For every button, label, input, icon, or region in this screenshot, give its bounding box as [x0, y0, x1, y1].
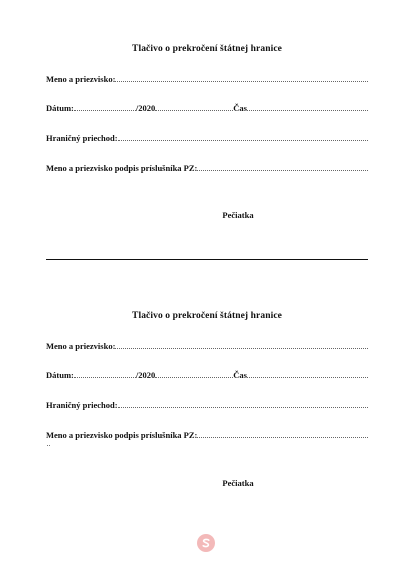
logo-watermark-icon: [197, 534, 215, 552]
officer-label: Meno a priezvisko podpis príslušníka PZ:: [46, 163, 198, 173]
time-input-line[interactable]: [247, 109, 368, 111]
time-label: Čas: [233, 103, 247, 113]
date-time-row: [46, 101, 368, 113]
date-input-line[interactable]: [74, 109, 136, 111]
date-label: Dátum:: [46, 103, 74, 113]
cut-line-divider: [46, 259, 368, 260]
time-input-line[interactable]: [247, 376, 368, 378]
name-label: Meno a priezvisko:: [46, 74, 116, 84]
border-crossing-row: [46, 398, 368, 410]
border-crossing-input-line[interactable]: [118, 139, 368, 141]
date-time-row: [46, 368, 368, 380]
date-input-line[interactable]: [74, 376, 136, 378]
date-after-line: [155, 376, 233, 378]
watermark-s-glyph-icon: [200, 537, 212, 549]
officer-row: [46, 161, 368, 173]
name-field-row: [46, 72, 368, 84]
border-crossing-label: Hraničný priechod:: [46, 400, 118, 410]
stamp-label: Pečiatka: [222, 210, 254, 220]
name-label: Meno a priezvisko:: [46, 341, 116, 351]
name-field-row: [46, 339, 368, 351]
date-label: Dátum:: [46, 370, 74, 380]
officer-input-line[interactable]: [197, 169, 368, 171]
name-input-line[interactable]: [115, 347, 368, 349]
border-crossing-label: Hraničný priechod:: [46, 133, 118, 143]
name-input-line[interactable]: [115, 80, 368, 82]
date-year: /2020: [135, 370, 156, 380]
officer-label: Meno a priezvisko podpis príslušníka PZ:: [46, 430, 198, 440]
date-after-line: [155, 109, 233, 111]
form-title: Tlačivo o prekročení štátnej hranice: [132, 44, 282, 54]
officer-row: [46, 428, 368, 440]
stray-mark: [47, 444, 50, 446]
border-crossing-row: [46, 131, 368, 143]
border-crossing-input-line[interactable]: [118, 406, 368, 408]
time-label: Čas: [233, 370, 247, 380]
officer-input-line[interactable]: [197, 436, 368, 438]
stamp-label: Pečiatka: [222, 478, 254, 488]
form-title: Tlačivo o prekročení štátnej hranice: [132, 311, 282, 321]
date-year: /2020: [135, 103, 156, 113]
